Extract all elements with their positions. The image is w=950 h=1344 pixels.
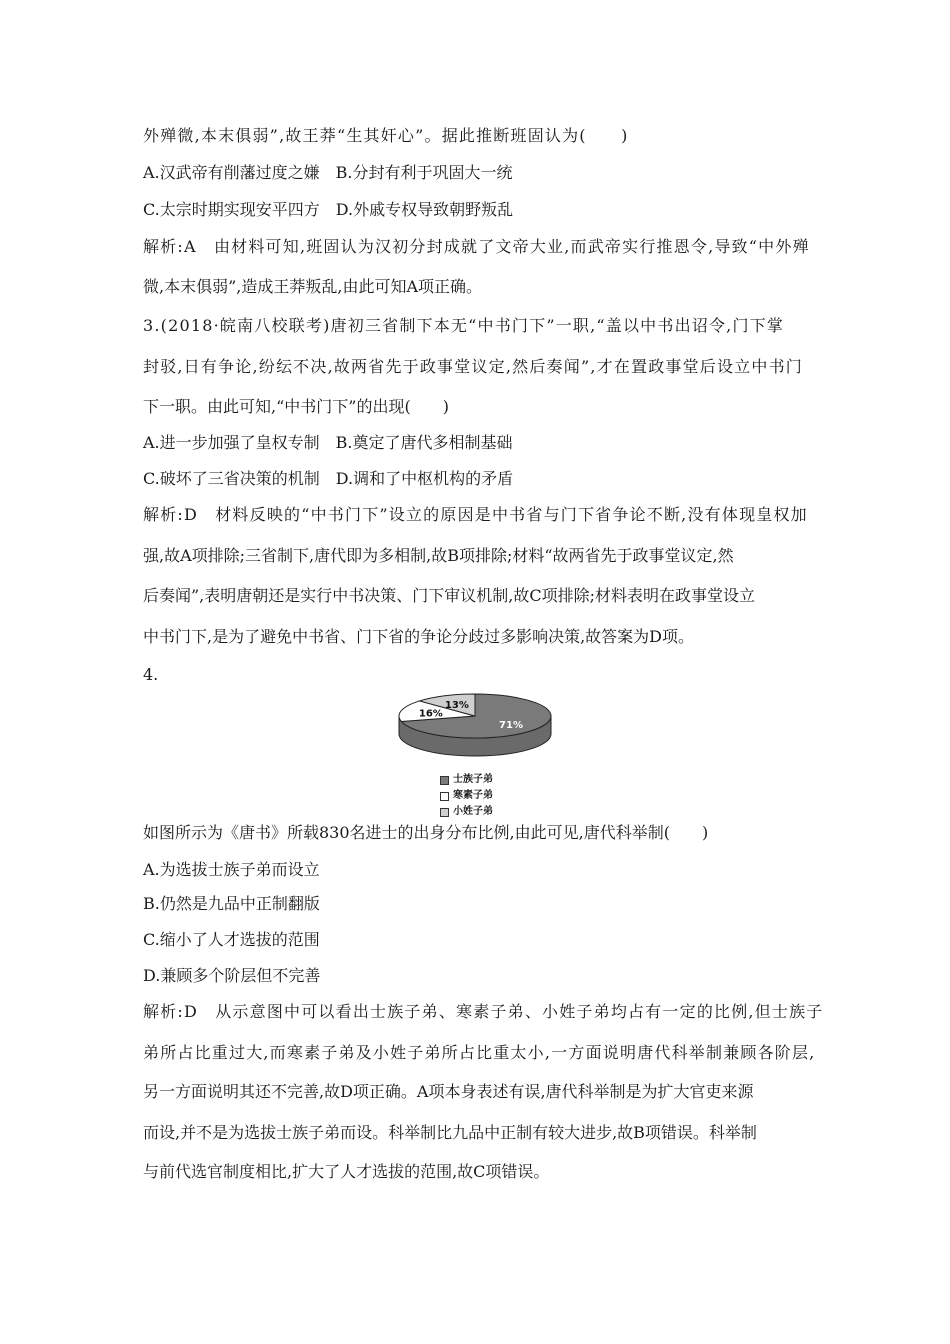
- analysis-q4-line2: 弟所占比重过大,而寒素子弟及小姓子弟所占比重太小,一方面说明唐代科举制兼顾各阶层,: [143, 1043, 816, 1062]
- option-a-q4: A.为选拔士族子弟而设立: [143, 860, 320, 879]
- option-c-q4: C.缩小了人才选拔的范围: [143, 930, 320, 949]
- option-d-q4: D.兼顾多个阶层但不完善: [143, 966, 321, 985]
- legend-swatch-shizu: [440, 776, 449, 785]
- chart-legend: [440, 772, 493, 820]
- option-line-cd-q3: C.破坏了三省决策的机制 D.调和了中枢机构的矛盾: [143, 469, 514, 488]
- question-3-line3: 下一职。由此可知,“中书门下”的出现( ): [143, 397, 449, 416]
- analysis-q4-line5: 与前代选官制度相比,扩大了人才选拔的范围,故C项错误。: [143, 1162, 550, 1181]
- data-label-shizu: 71%: [499, 720, 523, 732]
- option-line-ab-q2: A.汉武帝有削藩过度之嫌 B.分封有利于巩固大一统: [143, 163, 513, 182]
- analysis-q4-line3: 另一方面说明其还不完善,故D项正确。A项本身表述有误,唐代科举制是为扩大官吏来源: [143, 1082, 754, 1101]
- analysis-q3-line4: 中书门下,是为了避免中书省、门下省的争论分歧过多影响决策,故答案为D项。: [143, 627, 695, 646]
- line-01: 外殚微,本末俱弱”,故王莽“生其奸心”。据此推断班固认为( ): [143, 126, 629, 145]
- analysis-q4-line4: 而设,并不是为选拔士族子弟而设。科举制比九品中正制有较大进步,故B项错误。科举制: [143, 1123, 757, 1142]
- data-label-xiaoxing: 13%: [444, 699, 469, 711]
- analysis-q3-line2: 强,故A项排除;三省制下,唐代即为多相制,故B项排除;材料“故两省先于政事堂议定,然: [143, 546, 734, 565]
- legend-label-hansu: 寒素子弟: [453, 790, 493, 801]
- legend-item-xiaoxing: [440, 804, 493, 820]
- option-line-cd-q2: C.太宗时期实现安平四方 D.外戚专权导致朝野叛乱: [143, 200, 514, 219]
- legend-label-shizu: 士族子弟: [453, 774, 493, 785]
- question-4-number: 4.: [143, 665, 159, 684]
- analysis-q2-line2: 微,本末俱弱”,造成王莽叛乱,由此可知A项正确。: [143, 277, 482, 296]
- analysis-q3-line1: 解析:D 材料反映的“中书门下”设立的原因是中书省与门下省争论不断,没有体现皇权加: [143, 505, 808, 524]
- question-4-stem: 如图所示为《唐书》所载830名进士的出身分布比例,由此可见,唐代科举制( ): [143, 823, 709, 842]
- question-3-line1: 3.(2018·皖南八校联考)唐初三省制下本无“中书门下”一职,“盖以中书出诏令,门下掌: [143, 316, 785, 335]
- analysis-q3-line3: 后奏闻”,表明唐朝还是实行中书决策、门下审议机制,故C项排除;材料表明在政事堂设立: [143, 586, 755, 605]
- analysis-q2-line1: 解析:A 由材料可知,班固认为汉初分封成就了文帝大业,而武帝实行推恩令,导致“中外殚: [143, 237, 810, 256]
- analysis-q4-line1: 解析:D 从示意图中可以看出士族子弟、寒素子弟、小姓子弟均占有一定的比例,但士族子: [143, 1002, 824, 1021]
- legend-swatch-xiaoxing: [440, 808, 449, 817]
- pie-body: [399, 694, 551, 756]
- data-label-hansu: 16%: [418, 708, 443, 720]
- option-line-ab-q3: A.进一步加强了皇权专制 B.奠定了唐代多相制基础: [143, 433, 513, 452]
- legend-swatch-hansu: [440, 792, 449, 801]
- legend-label-xiaoxing: 小姓子弟: [453, 806, 493, 817]
- option-b-q4: B.仍然是九品中正制翻版: [143, 894, 320, 913]
- legend-item-shizu: [440, 772, 493, 788]
- legend-item-hansu: [440, 788, 493, 804]
- question-3-line2: 封驳,日有争论,纷纭不决,故两省先于政事堂议定,然后奏闻”,才在置政事堂后设立中书门: [143, 357, 804, 376]
